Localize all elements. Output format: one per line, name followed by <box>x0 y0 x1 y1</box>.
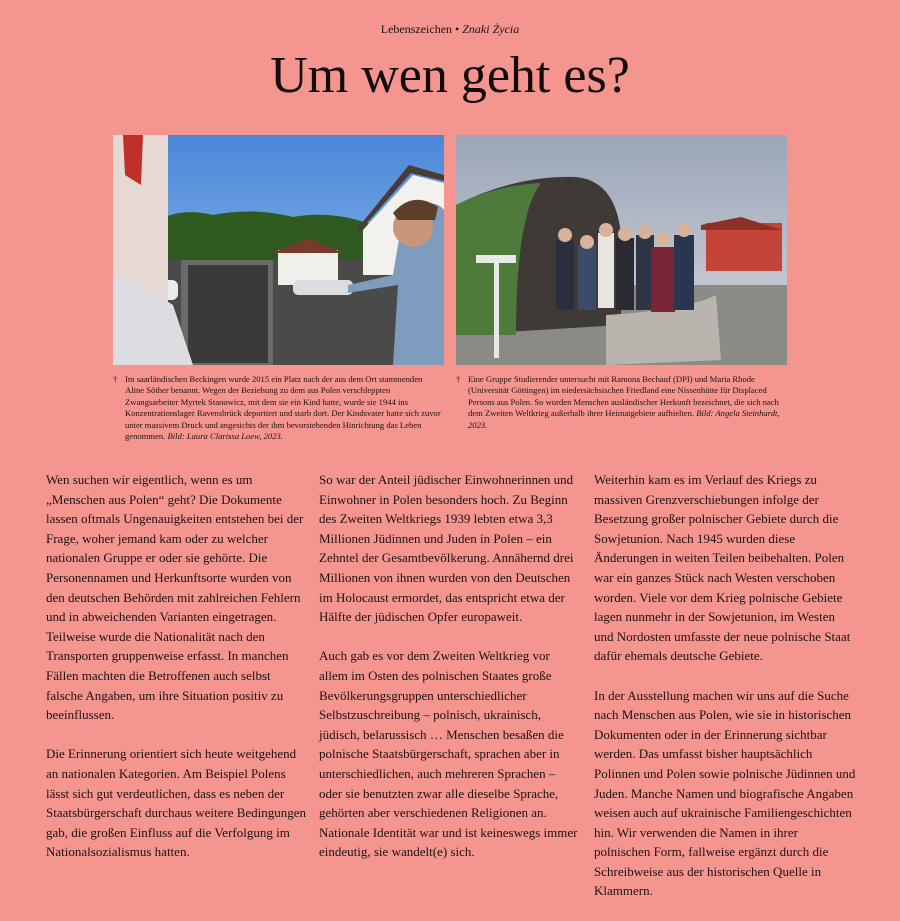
paragraph: Auch gab es vor dem Zweiten Weltkrieg vor allem im Osten des polnischen Staates große Bevölkerungsgruppen unterschiedlicher Selbstzuschreibung – polnisch, ukrainisch, jüdisch, belarussisch … Menschen besaßen die polnische Staatsbürgerschaft, sprachen aber in unterschiedlichen, auch mehreren Sprachen – oder sie benutzten zwar alle dieselbe Sprache, gehörten aber verschiedenen Religionen an. Nationale Identität war und ist keineswegs immer eindeutig, sie wandelt(e) sich. <box>319 648 578 860</box>
text-column-2 <box>319 470 581 881</box>
photo-beckingen-memorial <box>113 135 444 365</box>
caption-text: Eine Gruppe Studierender untersucht mit Ramona Bechauf (DPI) und Maria Rhode (Universität Göttingen) im niedersächsischen Friedland eine Nissenhütte für Displaced Persons aus Polen. So wurden Menschen ausländischer Herkunft bezeichnet, die sich nach dem Zweiten Weltkrieg außerhalb ihrer Heimatgebiete aufhielten. <box>468 374 779 419</box>
caption-photo-2 <box>456 374 786 431</box>
kicker-separator: • <box>455 22 460 36</box>
paragraph: Wen suchen wir eigentlich, wenn es um „Menschen aus Polen“ geht? Die Dokumente lassen oftmals Ungenauigkeiten entstehen bei der Frage, woher jemand kam oder zu welcher nationalen Gruppe er oder sie gehörte. Die Personennamen und Herkunftsorte wurden von den deutschen Behörden mit zahlreichen Fehlern und in abweichenden Varianten eingetragen. Teilweise wurde die Nationalität nach den Transporten gruppenweise erfasst. In manchen Fällen machten die Betroffenen auch selbst falsche Angaben, um ihre Situation positiv zu beeinflussen. <box>46 472 304 723</box>
photo-nissen-hut-friedland <box>456 135 787 365</box>
paragraph: In der Ausstellung machen wir uns auf die Suche nach Menschen aus Polen, wie sie in historischen Dokumenten oder in der Erinnerung sichtbar werden. Das umfasst bisher hauptsächlich Polinnen und Polen sowie polnische Jüdinnen und Juden. Manche Namen und biografische Angaben weisen auch auf ukrainische Familiengeschichten hin. Wir verwenden die Namen in ihrer polnischen Form, fallweise ergänzt durch die Schreibweise aus der historischen Quelle in Klammern. <box>594 687 856 899</box>
paragraph: Die Erinnerung orientiert sich heute weitgehend an nationalen Kategorien. Am Beispiel Polens lässt sich gut verdeutlichen, dass es neben der Staatsbürgerschaft durchaus weitere Bedingungen gab, die großen Einfluss auf die Verfolgung im Nationalsozialismus hatten. <box>46 746 307 860</box>
page-title: Um wen geht es? <box>270 47 630 104</box>
kicker-polish: Znaki Życia <box>462 22 520 36</box>
caption-marker: † <box>456 374 461 384</box>
paragraph: So war der Anteil jüdischer Einwohnerinnen und Einwohner in Polen besonders hoch. Zu Beginn des Zweiten Weltkriegs 1939 lebten etwa 3,3 Millionen Jüdinnen und Juden in Polen – ein Zehntel der Gesamtbevölkerung. Annähernd drei Millionen von ihnen wurden von den Deutschen im Holocaust ermordet, das entspricht etwa der Hälfte der jüdischen Opfer europaweit. <box>319 472 574 625</box>
text-column-1 <box>46 470 308 881</box>
series-kicker <box>0 22 900 37</box>
caption-photo-1 <box>113 374 443 442</box>
paragraph: Weiterhin kam es im Verlauf des Kriegs zu massiven Grenzverschiebungen infolge der Besetzung großer polnischer Gebiete durch die Sowjetunion. Nach 1945 wurden diese Änderungen in weiten Teilen beibehalten. Polen war ein ganzes Stück nach Westen verschoben worden. Viele vor dem Krieg polnische Gebiete lagen nunmehr in der Sowjetunion, im Westen und Nordosten umfasste der neue polnische Staat dafür ehemals deutsche Gebiete. <box>594 472 851 664</box>
caption-credit: Bild: Laura Clarissa Loew, 2023. <box>167 431 283 442</box>
caption-credit: Bild: Angela Steinhardt, 2023. <box>468 408 780 430</box>
kicker-german: Lebenszeichen <box>380 22 453 36</box>
caption-text: Im saarländischen Beckingen wurde 2015 ein Platz nach der aus dem Ort stammenden Aline Söther benannt. Wegen der Beziehung zu dem aus Polen verschleppten Zwangsarbeiter Myrtek Stanowicz, mit dem sie ein Kind hatte, wurde sie 1944 ins Konzentrationslager Ravensbrück deportiert und starb dort. Der Kindsvater hatte sich zuvor unter massivem Druck und angesichts der ihm bevorstehenden Hinrichtung das Leben genommen. <box>125 374 441 442</box>
text-column-3 <box>594 470 856 921</box>
caption-marker: † <box>113 374 118 384</box>
